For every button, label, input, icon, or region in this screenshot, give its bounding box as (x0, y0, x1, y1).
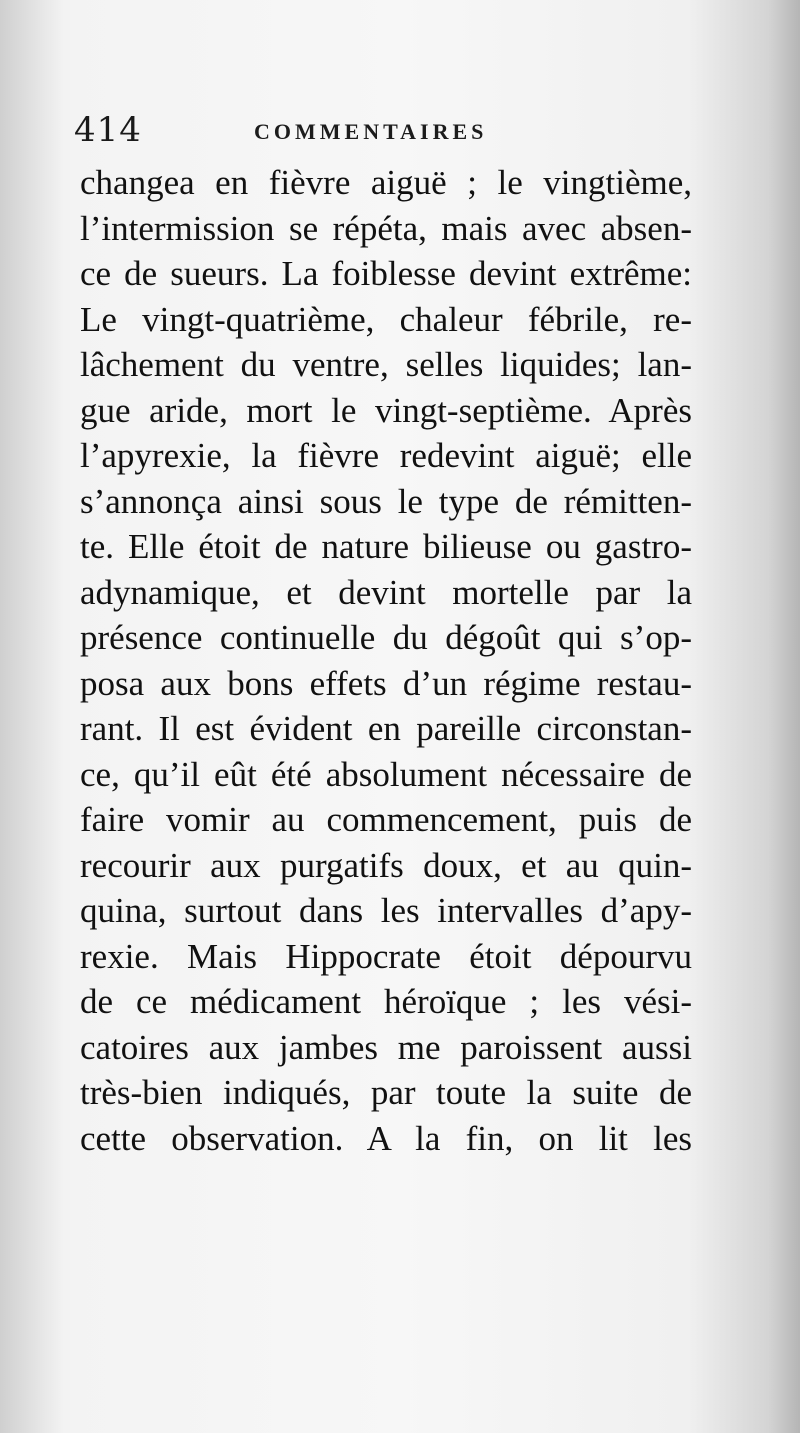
page-header (74, 104, 694, 164)
text-line: ce, qu’il eût été absolument nécessaire de (80, 754, 692, 794)
text-line: gue aride, mort le vingt-septième. Après (80, 390, 692, 430)
text-line: Le vingt-quatrième, chaleur fébrile, re- (80, 299, 692, 339)
text-line: quina, surtout dans les intervalles d’apy- (80, 891, 692, 930)
text-line: recourir aux purgatifs doux, et au quin- (80, 845, 692, 885)
text-line: l’apyrexie, la fièvre redevint aiguë; elle (80, 436, 692, 475)
text-line: cette observation. A la fin, on lit les (80, 1118, 692, 1158)
text-line: très-bien indiqués, par toute la suite de (80, 1073, 692, 1112)
text-line: adynamique, et devint mortelle par la (80, 572, 692, 612)
text-line: rexie. Mais Hippocrate étoit dépourvu (80, 936, 692, 976)
text-line: s’annonça ainsi sous le type de rémitten- (80, 481, 692, 521)
text-line: rant. Il est évident en pareille circonstan- (80, 709, 692, 748)
running-title: COMMENTAIRES (254, 119, 488, 144)
text-line: changea en fièvre aiguë ; le vingtième, (80, 163, 692, 202)
text-line: faire vomir au commencement, puis de (80, 800, 692, 839)
text-line: présence continuelle du dégoût qui s’op- (80, 618, 692, 657)
text-line: de ce médicament héroïque ; les vési- (80, 982, 692, 1021)
body-text (80, 160, 692, 1161)
text-line: ce de sueurs. La foiblesse devint extrême: (80, 254, 692, 293)
text-line: l’intermission se répéta, mais avec absen- (80, 208, 692, 248)
text-line: lâchement du ventre, selles liquides; lan- (80, 345, 692, 384)
page-number: 414 (74, 110, 142, 150)
text-line: posa aux bons effets d’un régime restau- (80, 663, 692, 703)
text-line: te. Elle étoit de nature bilieuse ou gastro- (80, 527, 692, 566)
text-line: catoires aux jambes me paroissent aussi (80, 1027, 692, 1067)
